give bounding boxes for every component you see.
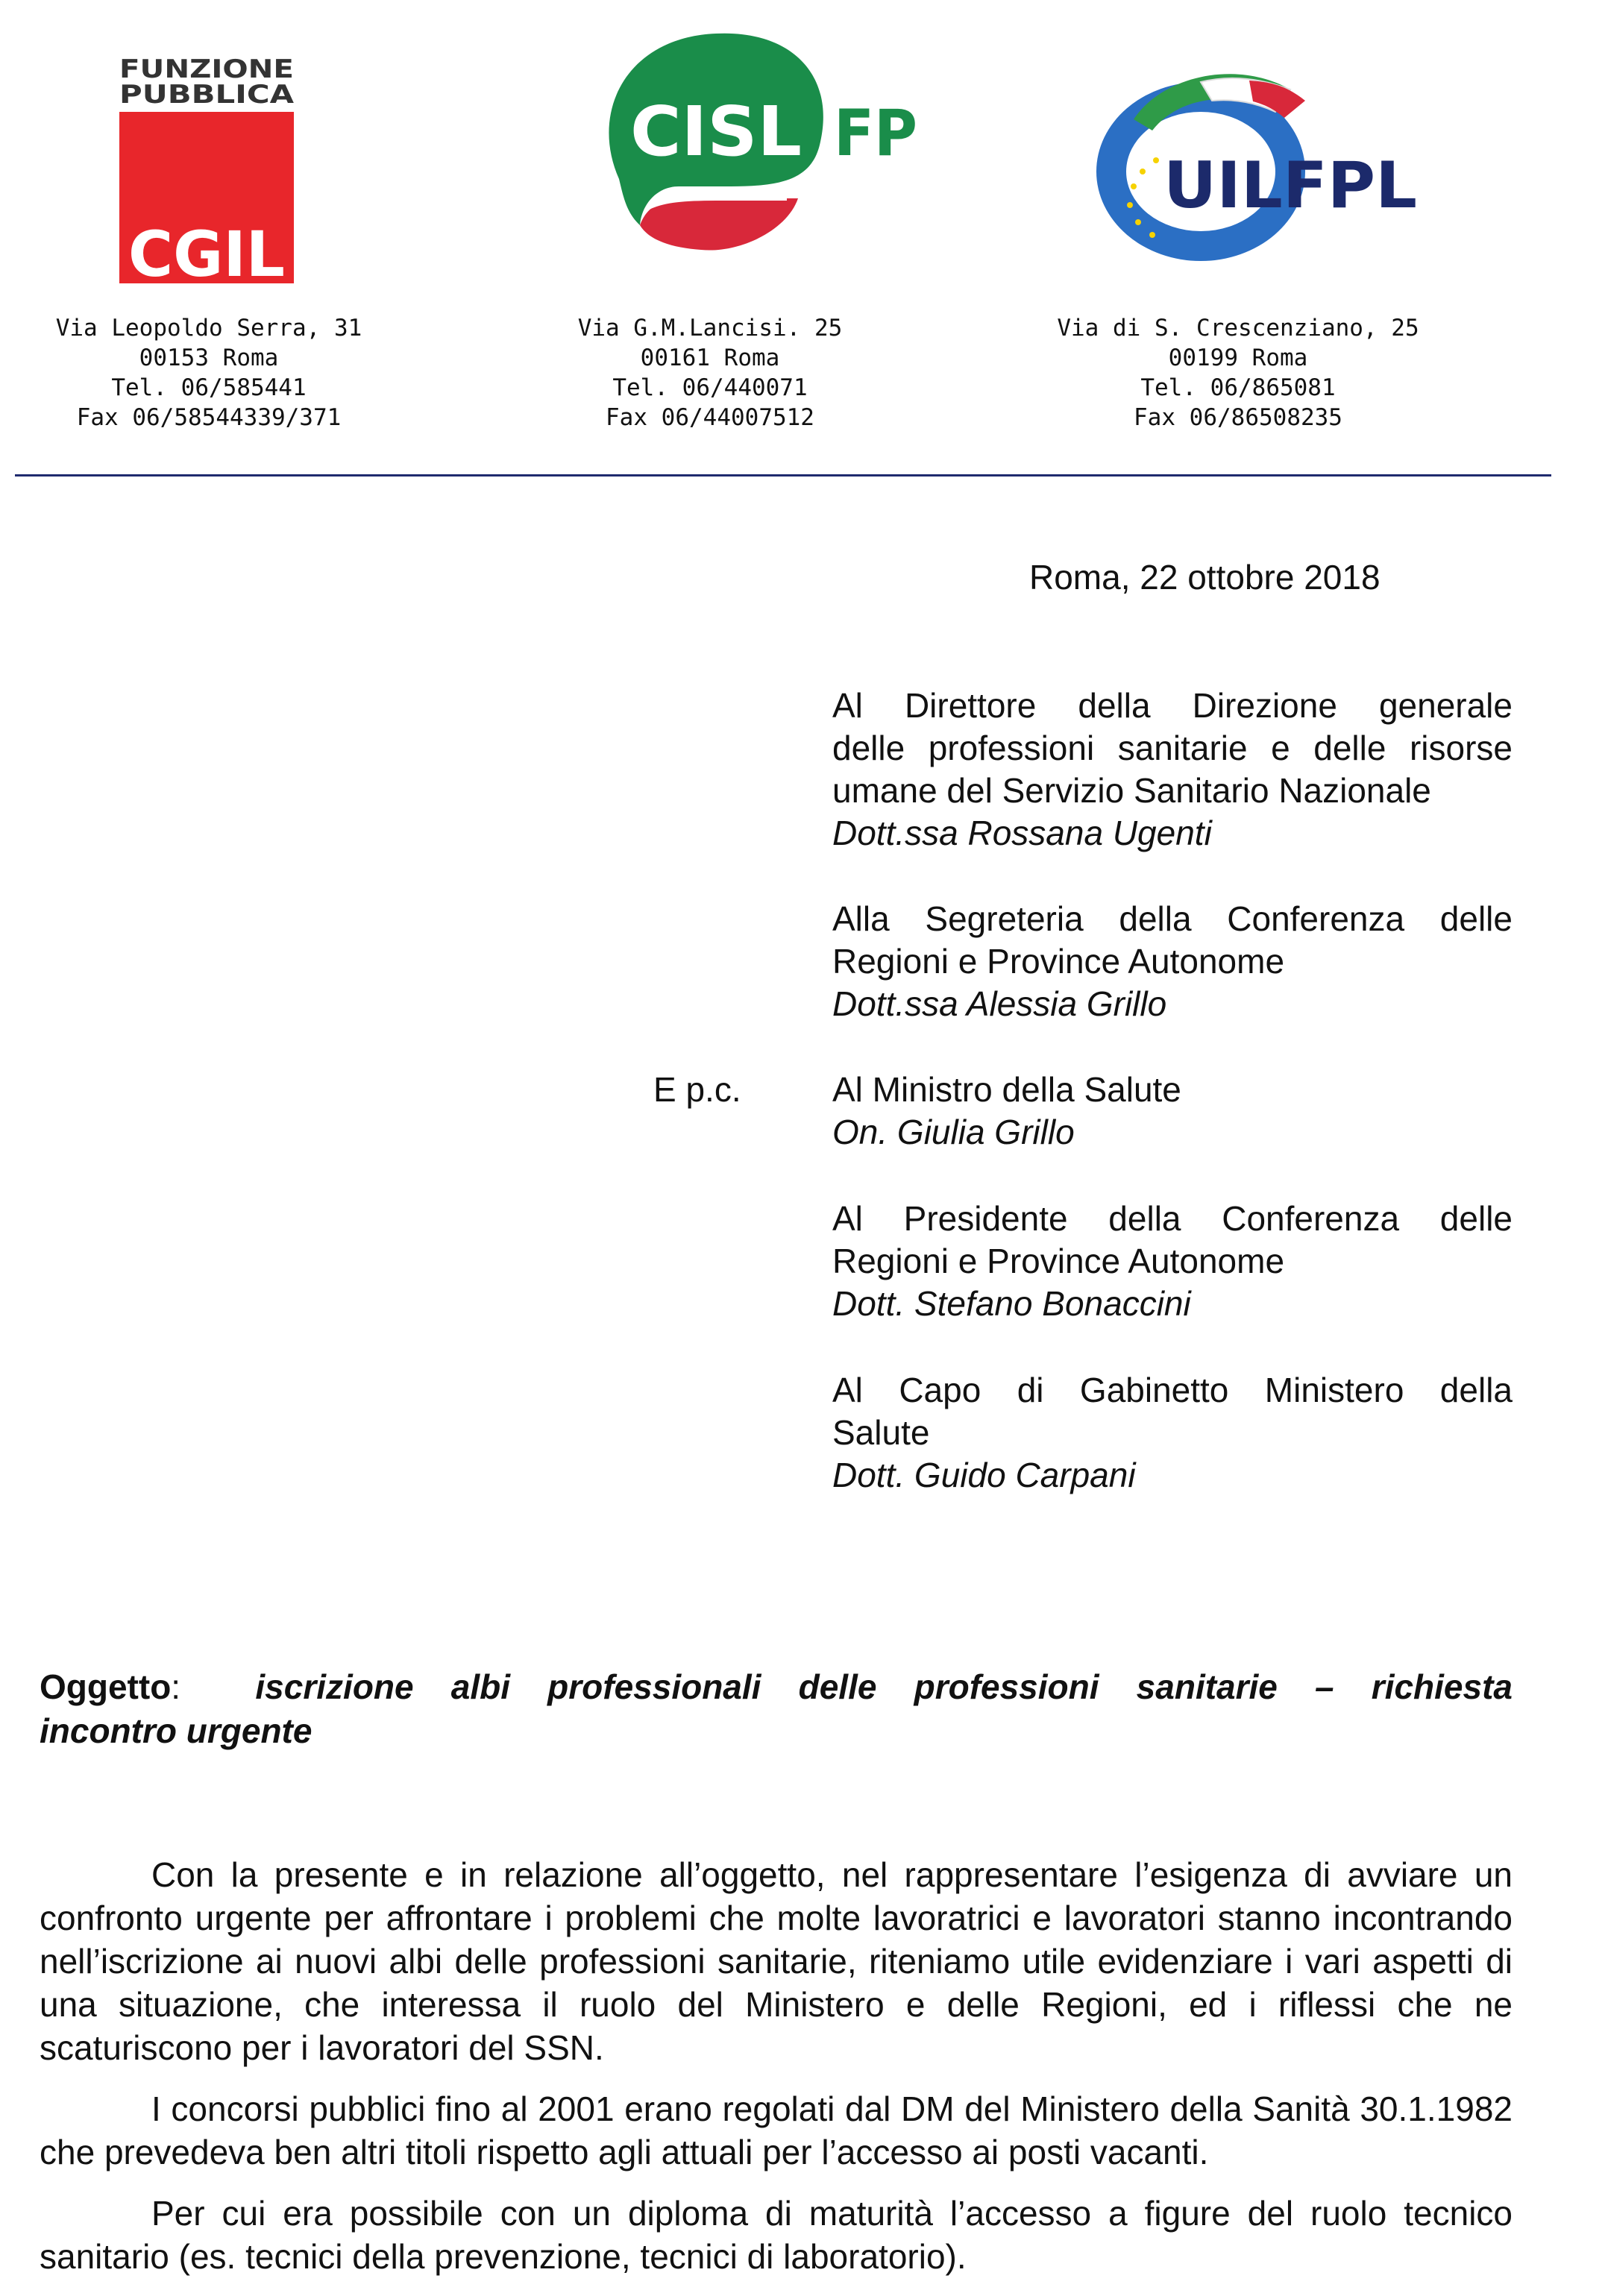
recipient-line: Alla Segreteria della Conferenza delle	[832, 899, 1513, 938]
cgil-logo-top: FUNZIONE	[119, 54, 294, 84]
recipient-block	[832, 1198, 1513, 1325]
recipient-name: On. Giulia Grillo	[832, 1113, 1075, 1151]
address-line: Via G.M.Lancisi. 25	[577, 315, 843, 342]
recipient-line: Regioni e Province Autonome	[832, 942, 1285, 981]
recipient-name: Dott. Guido Carpani	[832, 1456, 1136, 1494]
cgil-address	[0, 313, 418, 433]
recipient-name: Dott. Stefano Bonaccini	[832, 1284, 1191, 1323]
letter-body	[40, 1853, 1513, 2296]
recipient-name: Dott.ssa Alessia Grillo	[832, 984, 1167, 1023]
uilfpl-logo	[1089, 60, 1439, 276]
cgil-logo-main: CGIL	[128, 218, 285, 291]
uil-logo-main: UILFPL	[1163, 148, 1417, 223]
subject-separator: :	[171, 1667, 181, 1706]
recipient-line: Salute	[832, 1413, 930, 1452]
body-paragraph: Con la presente e in relazione all’oggetto, nel rappresentare l’esigenza di avviare un confronto urgente per affrontare i problemi che molte lavoratrici e lavoratori stanno incontrando nell’iscrizione ai nuovi albi delle professioni sanitarie, riteniamo utile evidenziare i vari aspetti di una situazione, che interessa il ruolo del Ministero e delle Regioni, ed i riflessi che ne scaturiscono per i lavoratori del SSN.	[40, 1855, 1513, 2067]
body-paragraph: Per cui era possibile con un diploma di maturità l’accesso a figure del ruolo tecnico sanitario (es. tecnici della prevenzione, tecnici di laboratorio).	[40, 2194, 1513, 2276]
address-line: Tel. 06/865081	[1140, 374, 1336, 401]
cisl-logo-suffix: FP	[834, 96, 917, 171]
recipient-line: umane del Servizio Sanitario Nazionale	[832, 771, 1431, 810]
cisl-red-shape	[640, 198, 798, 251]
recipient-block	[832, 1069, 1513, 1154]
cisl-fp-logo	[597, 30, 925, 261]
recipient-name: Dott.ssa Rossana Ugenti	[832, 814, 1212, 852]
subject-text: iscrizione albi professionali delle professioni sanitarie – richiesta	[255, 1667, 1513, 1706]
letter-date: Roma, 22 ottobre 2018	[1029, 558, 1381, 597]
cisl-logo-main: CISL	[630, 92, 802, 172]
address-line: Tel. 06/585441	[111, 374, 307, 401]
recipient-block	[832, 685, 1513, 855]
recipient-line: Al Capo di Gabinetto Ministero della	[832, 1371, 1513, 1409]
subject-text-cont: incontro urgente	[40, 1711, 312, 1750]
recipient-line: Regioni e Province Autonome	[832, 1242, 1285, 1280]
recipient-line: Al Ministro della Salute	[832, 1070, 1181, 1109]
address-line: 00199 Roma	[1168, 345, 1308, 371]
recipient-block	[832, 1369, 1513, 1497]
address-line: Via Leopoldo Serra, 31	[55, 315, 362, 342]
recipient-block	[832, 898, 1513, 1025]
subject-label: Oggetto	[40, 1667, 172, 1706]
recipient-line: Al Presidente della Conferenza delle	[832, 1199, 1513, 1238]
cgil-logo-top2: PUBBLICA	[119, 80, 295, 110]
recipient-line: Al Direttore della Direzione generale	[832, 686, 1513, 725]
body-paragraph: I concorsi pubblici fino al 2001 erano regolati dal DM del Ministero della Sanità 30.1.1982 che prevedeva ben altri titoli rispetto agli attuali per l’accesso ai posti vacanti.	[40, 2089, 1513, 2171]
address-line: 00153 Roma	[139, 345, 279, 371]
uil-address	[1029, 313, 1447, 433]
header-rule	[15, 474, 1551, 477]
address-line: Fax 06/86508235	[1134, 404, 1342, 431]
recipient-line: delle professioni sanitarie e delle risorse	[832, 729, 1513, 767]
subject	[40, 1665, 1513, 1753]
subject-line	[40, 1665, 1513, 1709]
address-line: 00161 Roma	[640, 345, 780, 371]
address-line: Fax 06/44007512	[606, 404, 814, 431]
address-line: Via di S. Crescenziano, 25	[1057, 315, 1419, 342]
address-line: Tel. 06/440071	[612, 374, 808, 401]
address-line: Fax 06/58544339/371	[76, 404, 342, 431]
epc-label: E p.c.	[653, 1070, 741, 1109]
cisl-address	[501, 313, 919, 433]
cgil-logo	[112, 52, 306, 291]
